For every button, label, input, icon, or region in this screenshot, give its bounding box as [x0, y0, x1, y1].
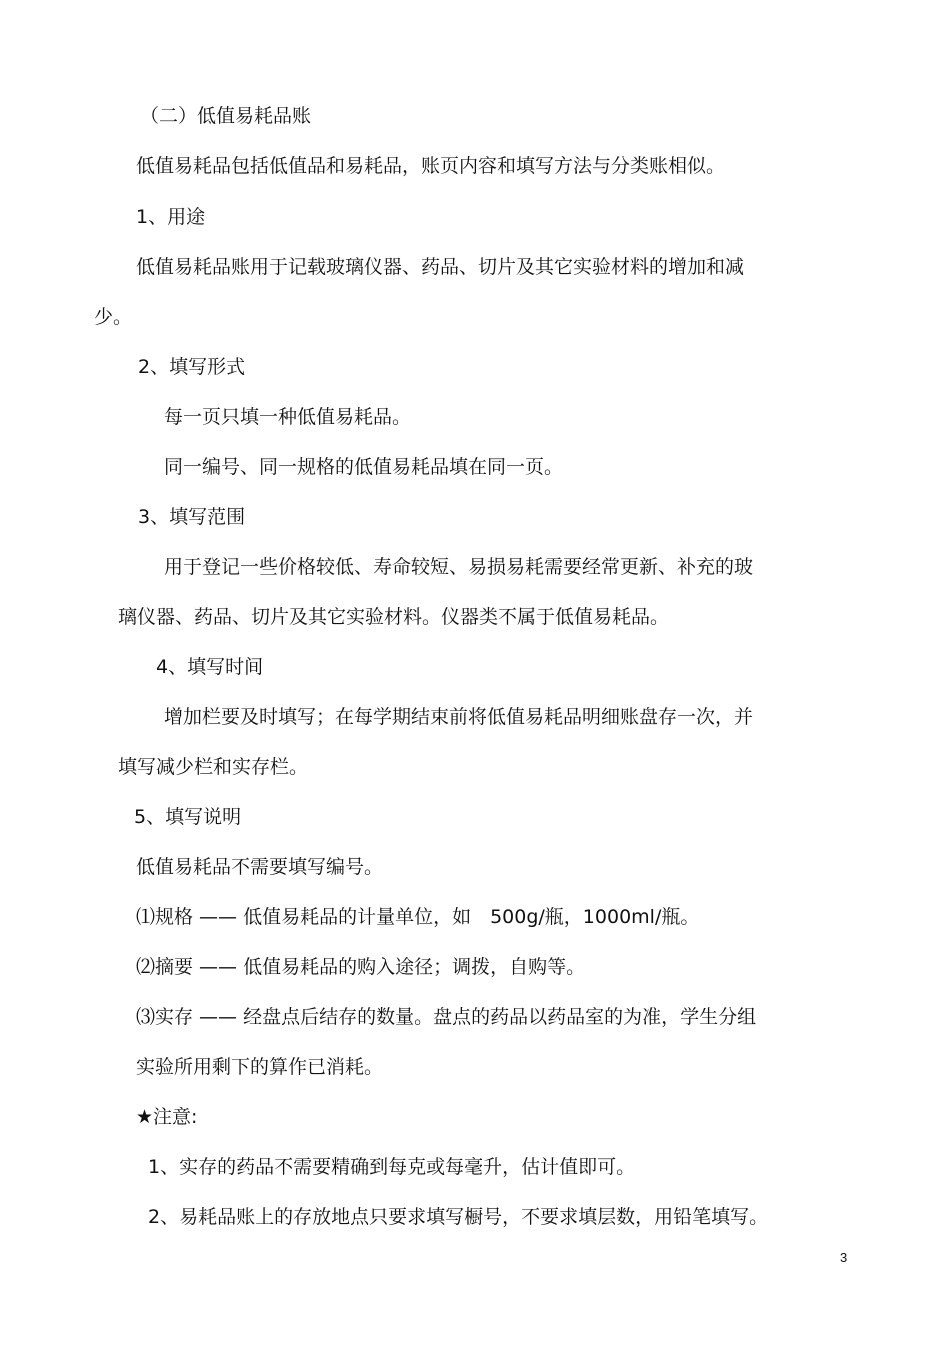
subheading-usage: 1、用途 — [136, 206, 206, 228]
paragraph-usage-line-2: 少。 — [94, 306, 133, 328]
paragraph-time-line-1: 增加栏要及时填写；在每学期结束前将低值易耗品明细账盘存一次，并 — [164, 706, 754, 728]
note-item-1: 1、实存的药品不需要精确到每克或每毫升，估计值即可。 — [148, 1156, 636, 1178]
paragraph-scope-line-2: 璃仪器、药品、切片及其它实验材料。仪器类不属于低值易耗品。 — [118, 606, 670, 628]
subheading-scope: 3、填写范围 — [138, 506, 246, 528]
note-item-2: 2、易耗品账上的存放地点只要求填写橱号，不要求填层数，用铅笔填写。 — [148, 1206, 769, 1228]
paragraph-instructions-intro: 低值易耗品不需要填写编号。 — [136, 856, 384, 878]
note-heading: ★注意: — [136, 1106, 198, 1128]
subheading-instructions: 5、填写说明 — [134, 806, 242, 828]
instruction-item-summary: ⑵摘要 —— 低值易耗品的购入途径；调拨，自购等。 — [136, 956, 586, 978]
instruction-item-spec: ⑴规格 —— 低值易耗品的计量单位，如 500g/瓶，1000ml/瓶。 — [136, 906, 700, 928]
paragraph-usage-line-1: 低值易耗品账用于记载玻璃仪器、药品、切片及其它实验材料的增加和减 — [136, 256, 745, 278]
instruction-item-stock-line-2: 实验所用剩下的算作已消耗。 — [136, 1056, 384, 1078]
paragraph-time-line-2: 填写减少栏和实存栏。 — [118, 756, 309, 778]
page-number: 3 — [840, 1250, 848, 1265]
instruction-item-stock-line-1: ⑶实存 —— 经盘点后结存的数量。盘点的药品以药品室的为准，学生分组 — [136, 1006, 757, 1028]
subheading-form: 2、填写形式 — [138, 356, 246, 378]
section-heading-low-value-consumables: （二）低值易耗品账 — [140, 105, 312, 127]
paragraph-form-line-1: 每一页只填一种低值易耗品。 — [164, 406, 412, 428]
paragraph-form-line-2: 同一编号、同一规格的低值易耗品填在同一页。 — [164, 456, 564, 478]
subheading-time: 4、填写时间 — [156, 656, 264, 678]
paragraph-intro: 低值易耗品包括低值品和易耗品，账页内容和填写方法与分类账相似。 — [136, 155, 726, 177]
paragraph-scope-line-1: 用于登记一些价格较低、寿命较短、易损易耗需要经常更新、补充的玻 — [164, 556, 754, 578]
